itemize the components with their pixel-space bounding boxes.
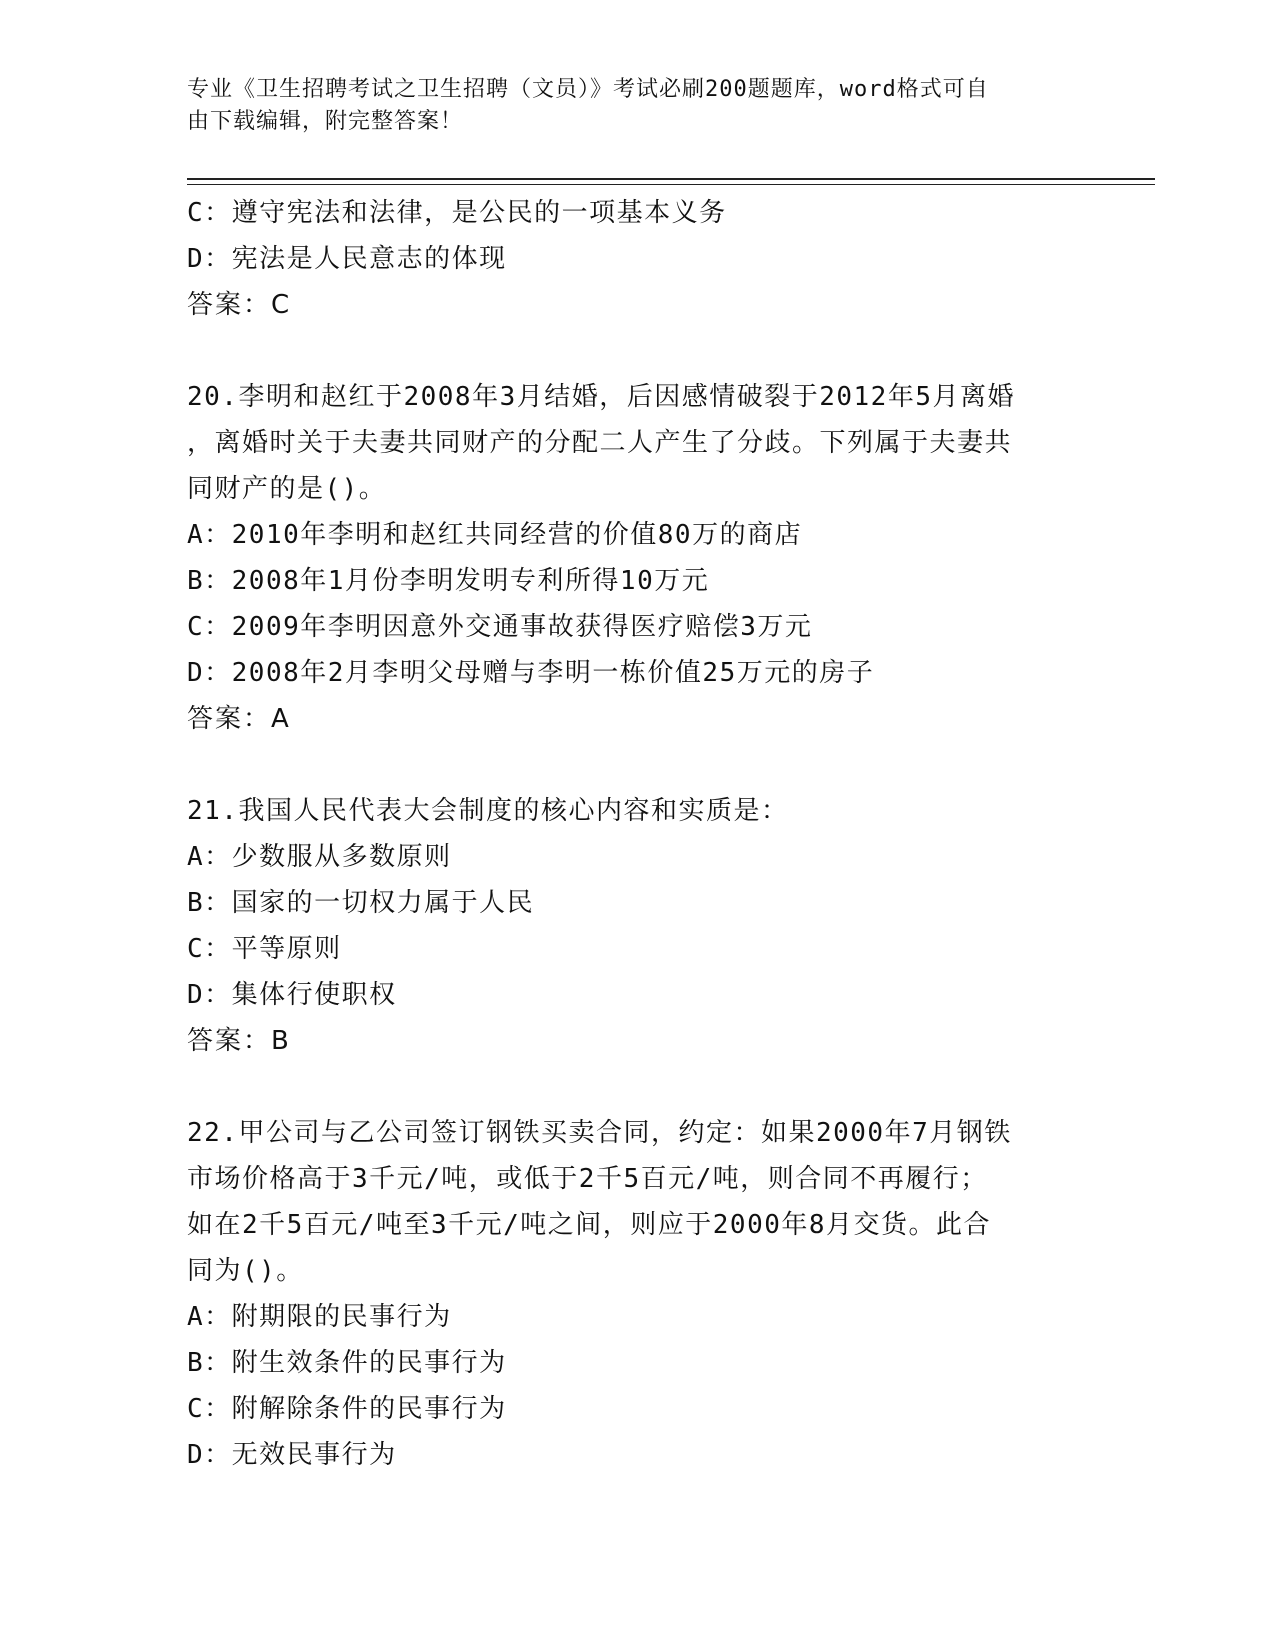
question-20 bbox=[187, 374, 1087, 742]
spacer bbox=[187, 1064, 1087, 1110]
answer-line: 答案：C bbox=[187, 290, 292, 320]
question-22 bbox=[187, 1110, 1087, 1478]
option-d: D：2008年2月李明父母赠与李明一栋价值25万元的房子 bbox=[187, 658, 875, 688]
option-c: C：2009年李明因意外交通事故获得医疗赔偿3万元 bbox=[187, 612, 813, 642]
option-b: B：2008年1月份李明发明专利所得10万元 bbox=[187, 566, 710, 596]
question-19-continued bbox=[187, 190, 1087, 328]
option-c: C：平等原则 bbox=[187, 934, 342, 964]
question-stem-line: 如在2千5百元/吨至3千元/吨之间，则应于2000年8月交货。此合 bbox=[187, 1210, 992, 1240]
question-stem-line: 20.李明和赵红于2008年3月结婚，后因感情破裂于2012年5月离婚 bbox=[187, 382, 1015, 412]
document-header bbox=[187, 74, 1067, 138]
answer-line: 答案：B bbox=[187, 1026, 291, 1056]
spacer bbox=[187, 742, 1087, 788]
question-stem-line: 21.我国人民代表大会制度的核心内容和实质是： bbox=[187, 796, 789, 826]
spacer bbox=[187, 328, 1087, 374]
option-b: B：国家的一切权力属于人民 bbox=[187, 888, 535, 918]
header-rule-thin bbox=[187, 184, 1155, 185]
question-list bbox=[187, 190, 1087, 1478]
question-stem-line: ，离婚时关于夫妻共同财产的分配二人产生了分歧。下列属于夫妻共 bbox=[187, 428, 1013, 458]
answer-line: 答案：A bbox=[187, 704, 291, 734]
option-c: C：附解除条件的民事行为 bbox=[187, 1394, 507, 1424]
question-21 bbox=[187, 788, 1087, 1064]
question-stem-line: 22.甲公司与乙公司签订钢铁买卖合同，约定：如果2000年7月钢铁 bbox=[187, 1118, 1012, 1148]
question-stem-line: 市场价格高于3千元/吨，或低于2千5百元/吨，则合同不再履行； bbox=[187, 1164, 988, 1194]
question-stem-line: 同财产的是()。 bbox=[187, 474, 387, 504]
option-d: D：宪法是人民意志的体现 bbox=[187, 244, 507, 274]
option-d: D：集体行使职权 bbox=[187, 980, 397, 1010]
header-line-1: 专业《卫生招聘考试之卫生招聘（文员）》考试必刷200题题库，word格式可自 bbox=[187, 77, 989, 102]
question-stem-line: 同为()。 bbox=[187, 1256, 304, 1286]
option-b: B：附生效条件的民事行为 bbox=[187, 1348, 507, 1378]
option-a: A：附期限的民事行为 bbox=[187, 1302, 452, 1332]
option-a: A：2010年李明和赵红共同经营的价值80万的商店 bbox=[187, 520, 803, 550]
header-rule-thick bbox=[187, 178, 1155, 180]
header-line-2: 由下载编辑，附完整答案！ bbox=[187, 109, 464, 134]
option-a: A：少数服从多数原则 bbox=[187, 842, 452, 872]
option-c: C：遵守宪法和法律，是公民的一项基本义务 bbox=[187, 198, 727, 228]
option-d: D：无效民事行为 bbox=[187, 1440, 397, 1470]
